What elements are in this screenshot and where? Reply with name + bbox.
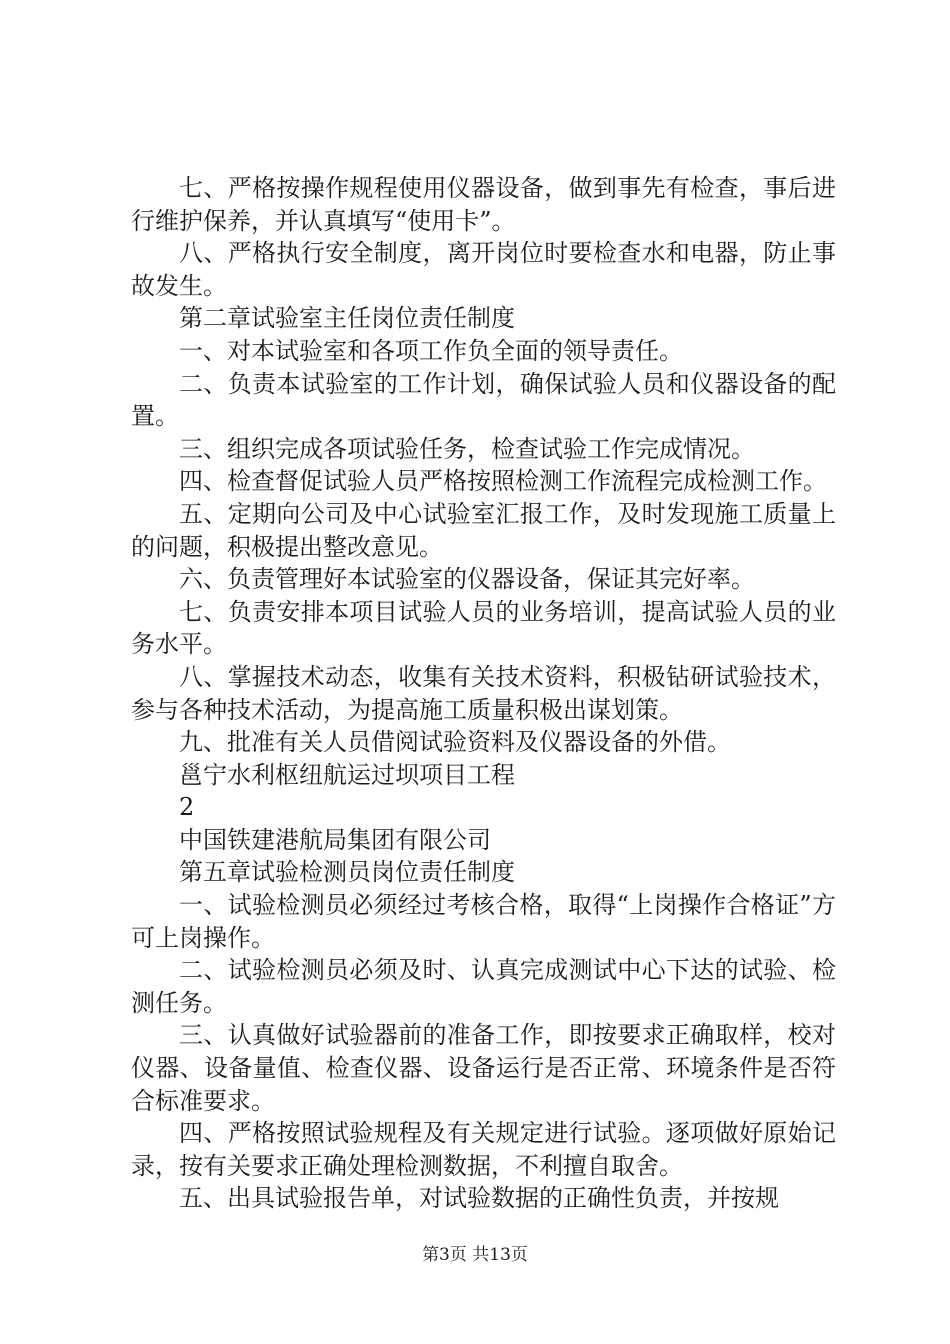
- paragraph: 八、严格执行安全制度，离开岗位时要检查水和电器，防止事故发生。: [131, 239, 836, 300]
- chapter-heading: 第五章试验检测员岗位责任制度: [179, 858, 515, 887]
- page-number-inline: 2: [179, 793, 195, 822]
- paragraph: 一、对本试验室和各项工作负全面的领导责任。: [179, 336, 683, 365]
- project-name: 邕宁水利枢纽航运过坝项目工程: [179, 760, 515, 789]
- paragraph: 二、试验检测员必须及时、认真完成测试中心下达的试验、检测任务。: [131, 956, 836, 1017]
- paragraph: 四、检查督促试验人员严格按照检测工作流程完成检测工作。: [179, 467, 827, 496]
- paragraph: 七、严格按操作规程使用仪器设备，做到事先有检查，事后进行维护保养，并认真填写“使用卡”。: [131, 174, 836, 235]
- paragraph: 三、认真做好试验器前的准备工作，即按要求正确取样，校对仪器、设备量值、检查仪器、设备运行是否正常、环境条件是否符合标准要求。: [131, 1021, 836, 1115]
- paragraph: 九、批准有关人员借阅试验资料及仪器设备的外借。: [179, 728, 731, 757]
- paragraph: 五、定期向公司及中心试验室汇报工作，及时发现施工质量上的问题，积极提出整改意见。: [131, 499, 836, 561]
- paragraph: 八、掌握技术动态，收集有关技术资料，积极钻研试验技术，参与各种技术活动，为提高施工质量积极出谋划策。: [131, 662, 836, 724]
- company-name: 中国铁建港航局集团有限公司: [179, 825, 491, 854]
- paragraph: 一、试验检测员必须经过考核合格，取得“上岗操作合格证”方可上岗操作。: [131, 891, 836, 952]
- paragraph: 三、组织完成各项试验任务，检查试验工作完成情况。: [179, 434, 755, 463]
- chapter-heading: 第二章试验室主任岗位责任制度: [179, 304, 515, 333]
- paragraph: 六、负责管理好本试验室的仪器设备，保证其完好率。: [179, 565, 755, 594]
- paragraph: 五、出具试验报告单，对试验数据的正确性负责，并按规: [179, 1184, 779, 1213]
- page-footer: 第3页 共13页: [422, 1245, 528, 1265]
- paragraph: 四、严格按照试验规程及有关规定进行试验。逐项做好原始记录，按有关要求正确处理检测数据，不利擅自取舍。: [131, 1119, 836, 1180]
- paragraph: 七、负责安排本项目试验人员的业务培训，提高试验人员的业务水平。: [131, 597, 836, 659]
- paragraph: 二、负责本试验室的工作计划，确保试验人员和仪器设备的配置。: [131, 369, 836, 431]
- document-body: [131, 172, 836, 1215]
